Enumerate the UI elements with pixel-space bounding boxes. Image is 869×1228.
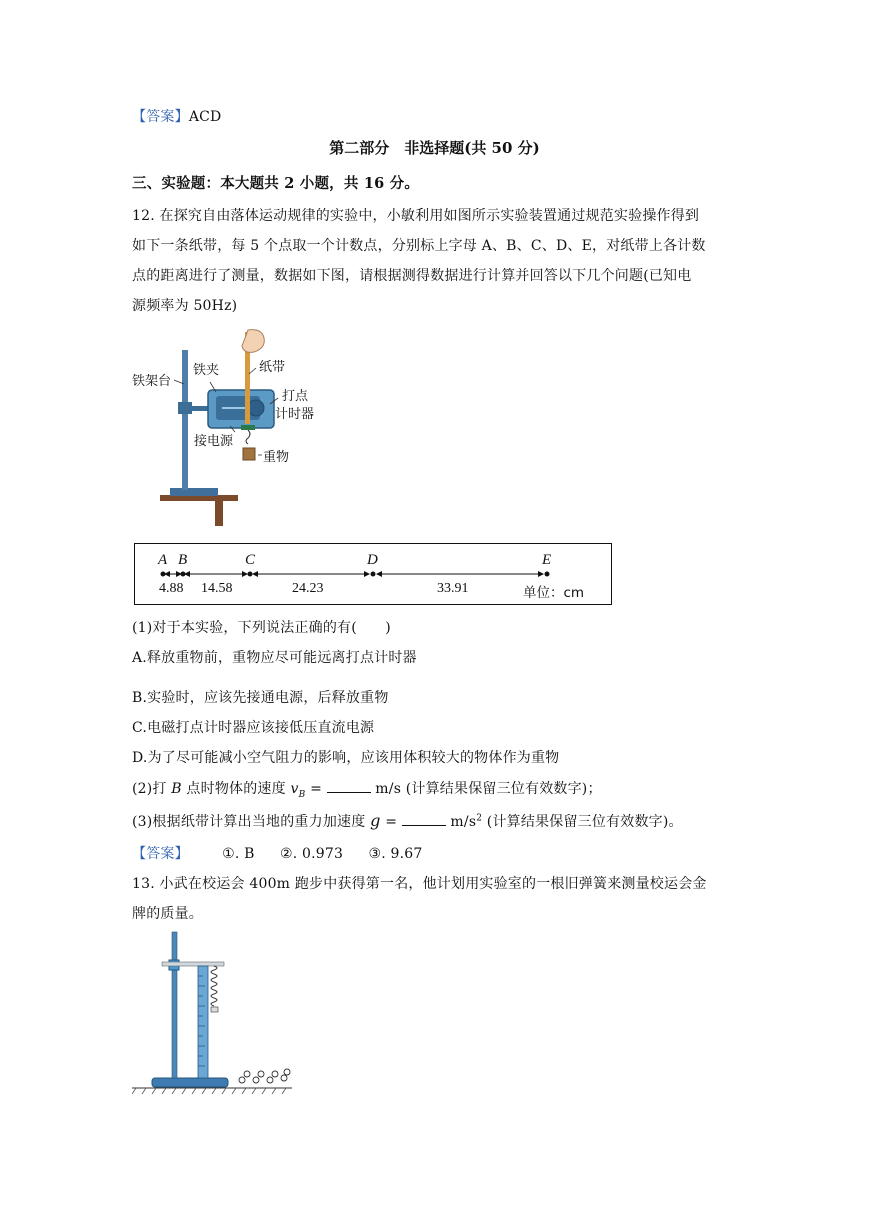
q12-answer-3: ③. 9.67: [368, 846, 423, 862]
sub2-mid: 点时物体的速度: [181, 781, 291, 797]
label-power: 接电源: [194, 434, 234, 449]
tape-label-d: D: [367, 552, 378, 568]
tape-distance-bc: 14.58: [201, 581, 233, 596]
q12-sub1: (1)对于本实验，下列说法正确的有( ): [132, 620, 391, 636]
q12-answer-2: ②. 0.973: [279, 846, 344, 862]
label-weight: 重物: [263, 450, 290, 465]
q13-line-1: 13. 小武在校运会 400m 跑步中获得第一名，他计划用实验室的一根旧弹簧来测量校运会金: [132, 876, 707, 892]
answer-blank-velocity[interactable]: [327, 780, 371, 793]
sub2-v: v: [290, 781, 299, 797]
sub2-unit: m/s: [370, 781, 402, 797]
answer-tag: 【答案】: [132, 109, 189, 125]
label-timer-2: 计时器: [275, 407, 315, 422]
option-c: C.电磁打点计时器应该接低压直流电源: [132, 720, 375, 736]
tape-label-b: B: [178, 552, 188, 568]
tape-distance-ab: 4.88: [159, 581, 184, 596]
option-d: D.为了尽可能减小空气阻力的影响，应该用体积较大的物体作为重物: [132, 750, 560, 766]
sub3-unit-sup: 2: [476, 813, 483, 824]
sub2-point: B: [171, 781, 182, 797]
q12-line-1: 12. 在探究自由落体运动规律的实验中，小敏利用如图所示实验装置通过规范实验操作得到: [132, 208, 700, 224]
tape-distance-de: 33.91: [437, 581, 469, 596]
sub2-eq: =: [305, 781, 327, 797]
option-a: A.释放重物前，重物应尽可能远离打点计时器: [132, 650, 417, 666]
tape-label-e: E: [542, 552, 552, 568]
tape-dot-b: [181, 572, 186, 577]
answer-blank-gravity[interactable]: [402, 813, 446, 826]
sub2-v-subscript: B: [298, 789, 306, 800]
sub3-eq: =: [380, 814, 402, 830]
part-title: 第二部分 非选择题(共 50 分): [329, 139, 540, 157]
option-b: B.实验时，应该先接通电源，后释放重物: [132, 690, 389, 706]
apparatus-figure: [132, 322, 332, 527]
tape-unit: 单位：cm: [523, 585, 585, 601]
tape-dot-e: [545, 572, 550, 577]
label-tape: 纸带: [259, 360, 286, 375]
answer-line-1: [132, 106, 221, 126]
q12-answer-1: ①. B: [222, 846, 255, 862]
tape-label-a: A: [158, 552, 168, 568]
q12-answer-line: [132, 843, 422, 863]
q12-sub2: [132, 778, 602, 800]
section-title: 三、实验题：本大题共 2 小题，共 16 分。: [132, 175, 420, 192]
sub3-pre: (3)根据纸带计算出当地的重力加速度: [132, 814, 371, 830]
spring-apparatus-figure: [132, 928, 292, 1096]
tape-dot-d: [371, 572, 376, 577]
paper-tape-figure: [134, 543, 612, 605]
spring-apparatus-diagram: [132, 928, 292, 1096]
label-timer-1: 打点: [282, 389, 309, 404]
q12-line-2: 如下一条纸带，每 5 个点取一个计数点，分别标上字母 A、B、C、D、E，对纸带上各计数: [132, 238, 706, 254]
answer-value: ACD: [188, 109, 222, 125]
sub3-unit: m/s: [445, 814, 477, 830]
sub3-post: (计算结果保留三位有效数字)。: [482, 814, 683, 830]
sub2-post: (计算结果保留三位有效数字)；: [401, 781, 602, 797]
q12-line-3: 点的距离进行了测量，数据如下图，请根据测得数据进行计算并回答以下几个问题(已知电: [132, 268, 692, 284]
q12-line-4: 源频率为 50Hz): [132, 298, 238, 314]
apparatus-diagram: [132, 322, 332, 527]
q13-line-2: 牌的质量。: [132, 906, 203, 922]
label-stand: 铁架台: [132, 374, 172, 389]
label-clamp: 铁夹: [193, 363, 220, 378]
tape-dot-c: [248, 572, 253, 577]
sub3-g: g: [370, 811, 381, 830]
sub2-pre: (2)打: [132, 781, 172, 797]
tape-distance-cd: 24.23: [292, 581, 324, 596]
tape-dot-a: [161, 572, 166, 577]
q12-answer-tag: 【答案】: [132, 846, 189, 862]
q12-sub3: [132, 811, 683, 831]
tape-label-c: C: [245, 552, 256, 568]
